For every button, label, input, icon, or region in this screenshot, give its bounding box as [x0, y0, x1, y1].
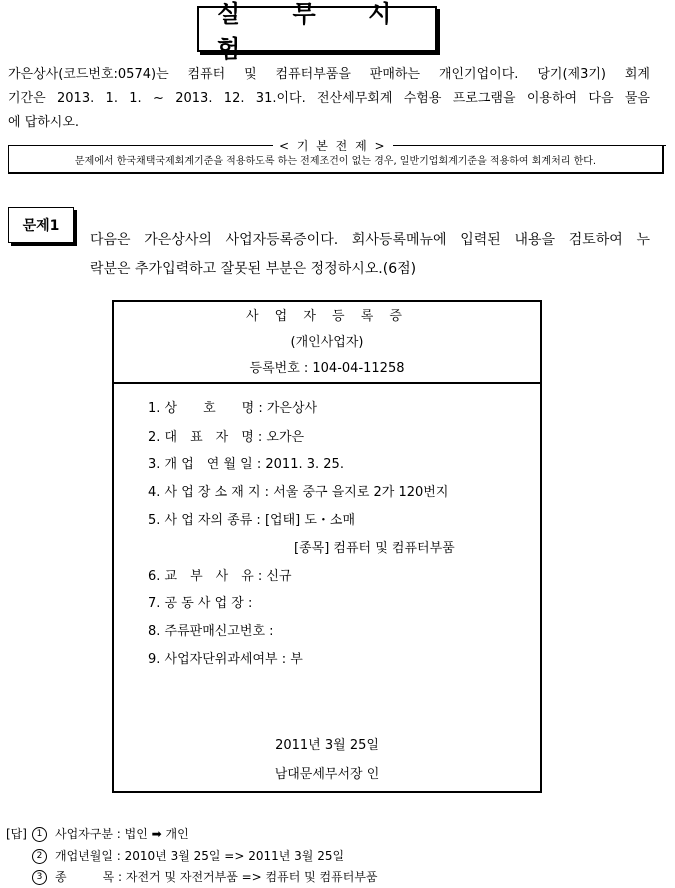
certificate-subtitle: (개인사업자)	[290, 335, 364, 350]
answer-prefix: [답]	[6, 827, 27, 841]
question-line-2: 락분은 추가입력하고 잘못된 부분은 정정하시오.(6점)	[90, 261, 417, 277]
circled-number-icon: 2	[32, 849, 47, 864]
certificate-date: 2011년 3월 25일	[275, 738, 379, 753]
cert-field: 7. 공 동 사 업 장 :	[148, 596, 253, 611]
cert-field: 8. 주류판매신고번호 :	[148, 624, 274, 639]
cert-field: 9. 사업자단위과세여부 : 부	[148, 652, 303, 667]
certificate-issuer: 남대문세무서장 인	[274, 767, 380, 782]
circled-number-icon: 3	[32, 870, 47, 885]
circled-number-icon: 1	[32, 827, 47, 842]
cert-field: 3. 개 업 연 월 일 : 2011. 3. 25.	[148, 457, 344, 472]
cert-field: 6. 교 부 사 유 : 신규	[148, 569, 292, 584]
intro-paragraph	[8, 63, 650, 135]
intro-line-2: 기간은 2013. 1. 1. ~ 2013. 12. 31.이다. 전산세무회계 수험용 프로그램을 이용하여 다음 물음	[8, 91, 650, 106]
answer-item-1: [답] 1 사업자구분 : 법인 ➡ 개인	[6, 827, 189, 841]
premise-box	[8, 146, 664, 174]
certificate-header	[114, 302, 540, 384]
intro-line-3: 에 답하시오.	[8, 115, 80, 130]
cert-field: 1. 상 호 명 : 가은상사	[148, 401, 318, 416]
question-line-1: 다음은 가은상사의 사업자등록증이다. 회사등록메뉴에 입력된 내용을 검토하여 누	[90, 232, 650, 248]
question-text	[90, 226, 650, 284]
intro-line-1: 가은상사(코드번호:0574)는 컴퓨터 및 컴퓨터부품을 판매하는 개인기업이다. 당기(제3기) 회계	[8, 67, 650, 82]
cert-field: [종목] 컴퓨터 및 컴퓨터부품	[294, 541, 455, 556]
cert-field: 2. 대 표 자 명 : 오가은	[148, 430, 305, 445]
premise-label: < 기 본 전 제 >	[273, 137, 393, 154]
registration-number: 등록번호 : 104-04-11258	[249, 361, 405, 376]
cert-field: 4. 사 업 장 소 재 지 : 서울 중구 을지로 2가 120번지	[148, 485, 449, 500]
business-registration-certificate	[112, 300, 542, 793]
answer-item-3: 3 종 목 : 자전거 및 자전거부품 => 컴퓨터 및 컴퓨터부품	[6, 868, 378, 885]
premise-text: 문제에서 한국채택국제회계기준을 적용하도록 하는 전제조건이 없는 경우, 일반기업회계기준을 적용하여 회계처리 한다.	[74, 155, 597, 167]
page-title: 실 무 시 험	[197, 6, 437, 52]
certificate-title: 사 업 자 등 록 증	[245, 309, 408, 324]
question-label: 문제1	[8, 207, 74, 243]
answer-item-2: 2 개업년월일 : 2010년 3월 25일 => 2011년 3월 25일	[6, 847, 344, 864]
cert-field: 5. 사 업 자의 종류 : [업태] 도・소매	[148, 513, 356, 528]
